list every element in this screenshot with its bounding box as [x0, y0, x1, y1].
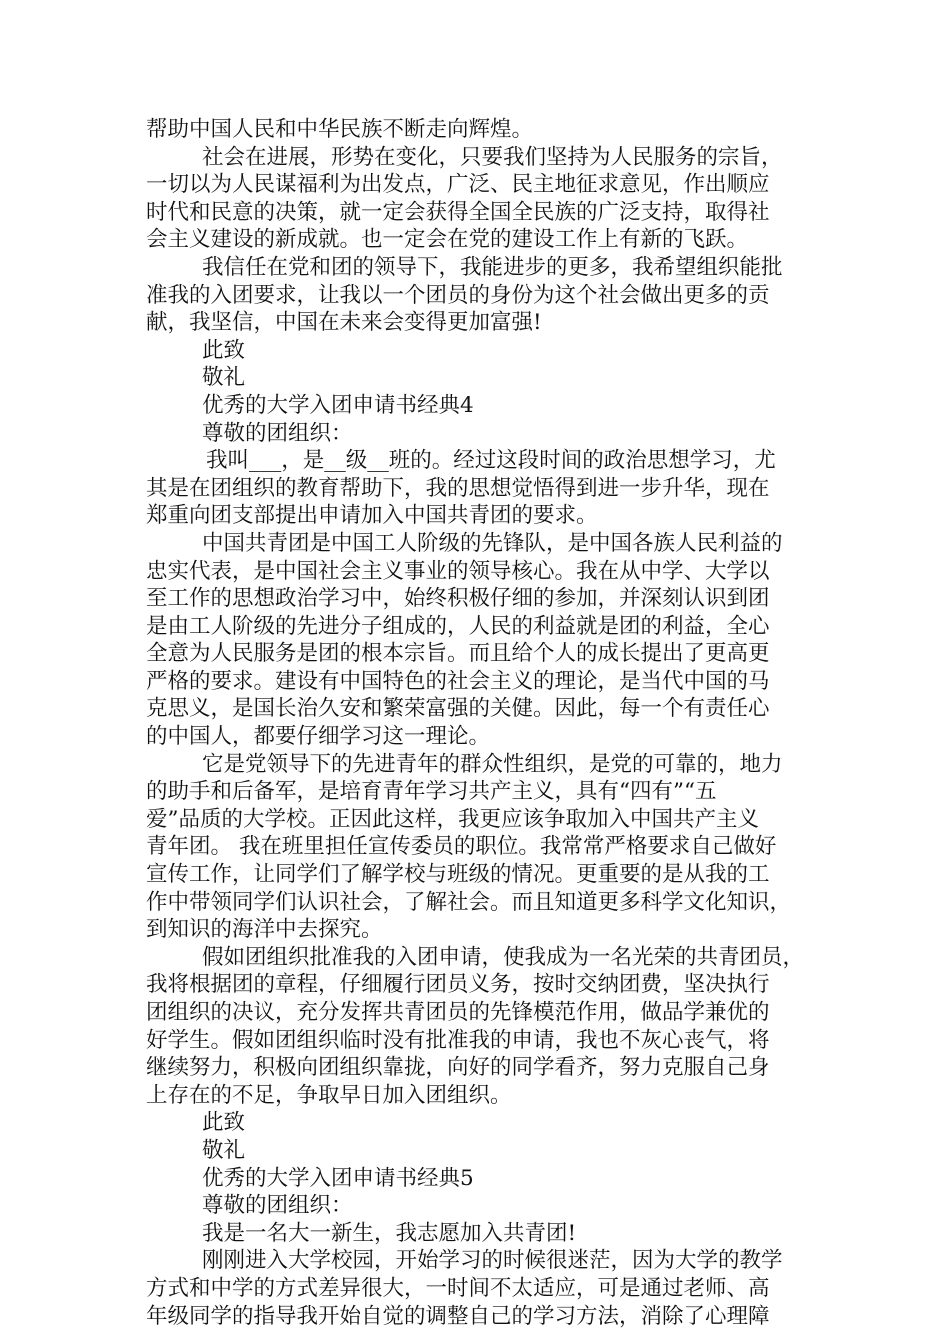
text-line: 全意为人民服务是团的根本宗旨。而且给个人的成长提出了更高更	[146, 641, 770, 667]
text-line: 帮助中国人民和中华民族不断走向辉煌。	[146, 117, 534, 142]
text-line: 到知识的海洋中去探究。	[146, 917, 383, 943]
text-line: 爱”品质的大学校。正因此这样，我更应该争取加入中国共产主义	[146, 806, 759, 832]
document-body	[146, 116, 812, 1330]
text-line: 时代和民意的决策，就一定会获得全国全民族的广泛支持，取得社	[146, 199, 770, 225]
text-line: 郑重向团支部提出申请加入中国共青团的要求。	[146, 503, 598, 529]
text-line: 忠实代表，是中国社会主义事业的领导核心。我在从中学、大学以	[146, 558, 770, 584]
text-line: 严格的要求。建设有中国特色的社会主义的理论，是当代中国的马	[146, 668, 770, 694]
text-line: 团组织的决议，充分发挥共青团员的先锋模范作用，做品学兼优的	[146, 1000, 770, 1025]
text-line: 敬礼	[202, 365, 246, 391]
text-line: 准我的入团要求，让我以一个团员的身份为这个社会做出更多的贡	[146, 282, 770, 308]
text-line: 我是一名大一新生，我志愿加入共青团!	[202, 1220, 577, 1246]
text-line: 好学生。假如团组织临时没有批准我的申请，我也不灰心丧气，将	[146, 1027, 770, 1053]
text-line: 至工作的思想政治学习中，始终积极仔细的参加，并深刻认识到团	[146, 586, 770, 612]
text-line: 作中带领同学们认识社会，了解社会。而且知道更多科学文化知识，	[146, 889, 792, 915]
text-line: 年级同学的指导我开始自觉的调整自己的学习方法，消除了心理障	[146, 1303, 770, 1329]
text-line: 方式和中学的方式差异很大，一时间不太适应，可是通过老师、高	[146, 1275, 770, 1301]
text-line: 我将根据团的章程，仔细履行团员义务，按时交纳团费，坚决执行	[146, 972, 770, 998]
text-line: 继续努力，积极向团组织靠拢，向好的同学看齐，努力克服自己身	[146, 1055, 770, 1081]
text-line: 献，我坚信，中国在未来会变得更加富强!	[146, 310, 542, 336]
text-line: 假如团组织批准我的入团申请，使我成为一名光荣的共青团员，	[202, 944, 805, 970]
text-line: 克思义，是国长治久安和繁荣富强的关健。因此，每一个有责任心	[146, 696, 770, 722]
text-line: 的中国人，都要仔细学习这一理论。	[146, 724, 491, 750]
text-line: 我叫___，是__级__班的。经过这段时间的政治思想学习，尤	[206, 448, 776, 474]
text-line: 是由工人阶级的先进分子组成的，人民的利益就是团的利益，全心	[146, 613, 770, 639]
text-line: 优秀的大学入团申请书经典4	[202, 392, 474, 418]
text-line: 其是在团组织的教育帮助下，我的思想觉悟得到进一步升华，现在	[146, 475, 770, 501]
text-line: 尊敬的团组织：	[202, 1193, 353, 1219]
text-line: 它是党领导下的先进青年的群众性组织，是党的可靠的，地力	[202, 751, 783, 777]
text-line: 尊敬的团组织：	[202, 420, 353, 446]
text-line: 中国共青团是中国工人阶级的先锋队，是中国各族人民利益的	[202, 530, 783, 556]
text-line: 的助手和后备军，是培育青年学习共产主义，具有“四有”“五	[146, 779, 717, 805]
text-line: 此致	[202, 1110, 246, 1136]
text-line: 上存在的不足，争取早日加入团组织。	[146, 1082, 512, 1108]
text-line: 优秀的大学入团申请书经典5	[202, 1165, 474, 1191]
text-line: 我信任在党和团的领导下，我能进步的更多，我希望组织能批	[202, 254, 783, 280]
text-line: 敬礼	[202, 1137, 246, 1163]
text-line: 会主义建设的新成就。也一定会在党的建设工作上有新的飞跃。	[146, 227, 749, 253]
text-line: 一切以为人民谋福利为出发点，广泛、民主地征求意见，作出顺应	[146, 172, 770, 198]
text-line: 刚刚进入大学校园，开始学习的时候很迷茫，因为大学的教学	[202, 1248, 783, 1274]
text-line: 青年团。 我在班里担任宣传委员的职位。我常常严格要求自己做好	[146, 834, 777, 860]
text-line: 社会在进展，形势在变化，只要我们坚持为人民服务的宗旨，	[202, 144, 783, 170]
text-line: 宣传工作，让同学们了解学校与班级的情况。更重要的是从我的工	[146, 862, 770, 888]
text-line: 此致	[202, 337, 246, 363]
